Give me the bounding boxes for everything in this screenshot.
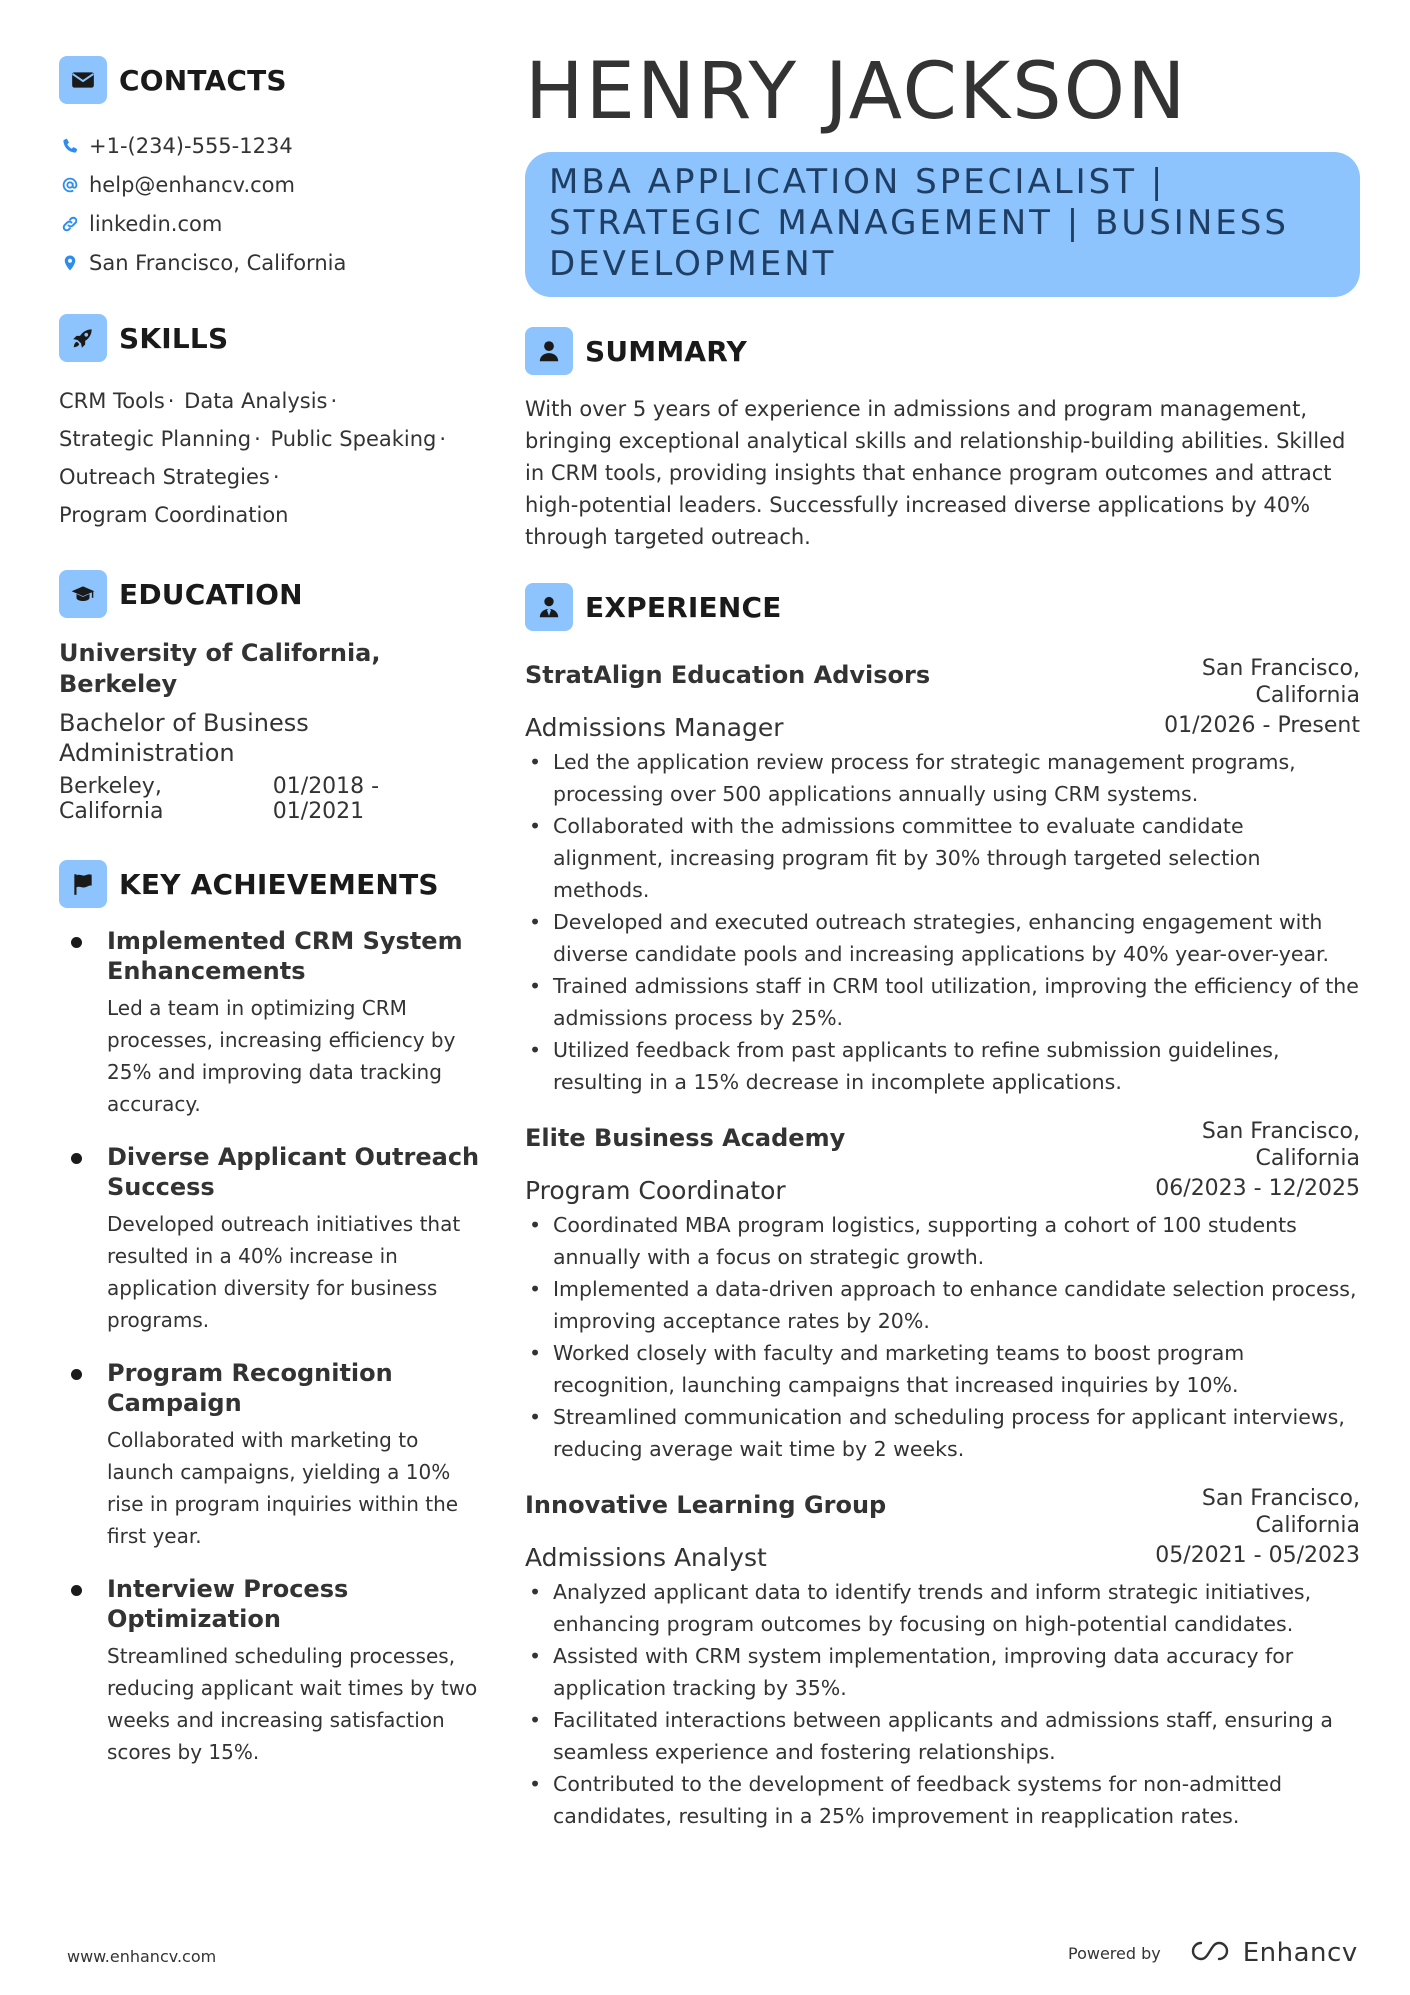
job-bullets <box>525 1576 1360 1832</box>
footer-website[interactable]: www.enhancv.com <box>67 1947 217 1966</box>
skill-item: Strategic Planning · <box>59 427 261 451</box>
job-bullet: • Contributed to the development of feedback systems for non-admitted candidates, resulting in a 25% improvement in reapplication rates. <box>525 1768 1360 1832</box>
achievement-title: Implemented CRM System Enhancements <box>107 927 463 985</box>
link-icon <box>59 215 81 233</box>
achievement-desc: Developed outreach initiatives that resulted in a 40% increase in application diversity for business programs. <box>107 1212 461 1332</box>
job-bullet: • Streamlined communication and scheduling process for applicant interviews, reducing average wait time by 2 weeks. <box>525 1401 1360 1465</box>
job-role: Program Coordinator <box>525 1176 786 1205</box>
skills-header <box>59 310 484 366</box>
skill-item: Outreach Strategies · <box>59 465 280 489</box>
achievement-desc: Led a team in optimizing CRM processes, increasing efficiency by 25% and improving data tracking accuracy. <box>107 996 456 1116</box>
experience-entry <box>525 655 1360 1098</box>
right-column <box>525 40 1360 1832</box>
job-bullet: • Utilized feedback from past applicants to refine submission guidelines, resulting in a 15% decrease in incomplete applications. <box>525 1034 1360 1098</box>
job-bullet: • Coordinated MBA program logistics, supporting a cohort of 100 students annually with a focus on strategic growth. <box>525 1209 1360 1273</box>
achievements-title: KEY ACHIEVEMENTS <box>119 867 439 901</box>
flag-icon <box>59 860 107 908</box>
job-dates: 06/2023 - 12/2025 <box>1155 1176 1360 1201</box>
job-bullets <box>525 746 1360 1098</box>
bullet-dot-icon <box>71 937 82 948</box>
job-role: Admissions Manager <box>525 713 784 742</box>
job-bullet: • Led the application review process for strategic management programs, processing over 500 applications annually using CRM systems. <box>525 746 1360 810</box>
job-bullet: • Trained admissions staff in CRM tool utilization, improving the efficiency of the admissions process by 25%. <box>525 970 1360 1034</box>
education-institution: University of California, Berkeley <box>59 639 381 698</box>
businessman-icon <box>525 583 573 631</box>
experience-header <box>525 579 1360 635</box>
email-text[interactable]: help@enhancv.com <box>89 172 295 197</box>
achievement-title: Diverse Applicant Outreach Success <box>107 1143 480 1201</box>
company-name: Elite Business Academy <box>525 1124 846 1152</box>
skills-list <box>59 382 459 534</box>
job-location: San Francisco, California <box>1201 656 1360 708</box>
achievement-item <box>59 1142 484 1336</box>
skills-title: SKILLS <box>119 321 229 355</box>
candidate-name: HENRY JACKSON <box>525 47 1188 137</box>
skill-item: Data Analysis · <box>184 389 338 413</box>
headline-text: MBA APPLICATION SPECIALIST | STRATEGIC MANAGEMENT | BUSINESS DEVELOPMENT <box>549 162 1289 284</box>
contacts-header <box>59 52 484 108</box>
summary-header <box>525 323 1360 379</box>
person-icon <box>525 327 573 375</box>
education-header <box>59 566 484 622</box>
powered-by-text: Powered by <box>1068 1943 1161 1963</box>
achievement-desc: Collaborated with marketing to launch campaigns, yielding a 10% rise in program inquiries within the first year. <box>107 1428 459 1548</box>
education-dates: 01/2018 - 01/2021 <box>272 774 380 824</box>
contact-linkedin <box>59 204 484 243</box>
achievement-title: Program Recognition Campaign <box>107 1359 393 1417</box>
achievement-item <box>59 1358 484 1552</box>
summary-title: SUMMARY <box>585 334 748 368</box>
linkedin-text[interactable]: linkedin.com <box>89 211 223 236</box>
graduation-cap-icon <box>59 570 107 618</box>
contacts-list <box>59 126 484 282</box>
skill-item: Public Speaking · <box>270 427 447 451</box>
skill-item: CRM Tools · <box>59 389 175 413</box>
job-bullet: • Collaborated with the admissions committee to evaluate candidate alignment, increasing program fit by 30% through targeted selection methods. <box>525 810 1360 906</box>
phone-text: +1-(234)-555-1234 <box>89 133 293 158</box>
achievements-section <box>59 856 484 1768</box>
bullet-dot-icon <box>71 1585 82 1596</box>
achievement-item <box>59 1574 484 1768</box>
achievement-title: Interview Process Optimization <box>107 1575 349 1633</box>
achievements-list <box>59 926 484 1768</box>
skills-section <box>59 310 484 534</box>
company-name: StratAlign Education Advisors <box>525 661 931 689</box>
education-section <box>59 566 484 824</box>
headline-box <box>525 152 1360 297</box>
contacts-title: CONTACTS <box>119 63 287 97</box>
education-location: Berkeley, California <box>59 774 164 824</box>
achievement-item <box>59 926 484 1120</box>
achievement-desc: Streamlined scheduling processes, reducing applicant wait times by two weeks and increasing satisfaction scores by 15%. <box>107 1644 478 1764</box>
achievements-header <box>59 856 484 912</box>
experience-section <box>525 579 1360 1832</box>
experience-entry <box>525 1485 1360 1832</box>
at-icon <box>59 176 81 194</box>
company-name: Innovative Learning Group <box>525 1491 887 1519</box>
job-location: San Francisco, California <box>1201 1486 1360 1538</box>
experience-title: EXPERIENCE <box>585 590 782 624</box>
job-location: San Francisco, California <box>1201 1119 1360 1171</box>
contact-phone <box>59 126 484 165</box>
bullet-dot-icon <box>71 1369 82 1380</box>
enhancv-logo-icon <box>1187 1938 1233 1968</box>
job-dates: 05/2021 - 05/2023 <box>1155 1543 1360 1568</box>
location-text: San Francisco, California <box>89 250 347 275</box>
job-bullet: • Worked closely with faculty and marketing teams to boost program recognition, launching campaigns that increased inquiries by 10%. <box>525 1337 1360 1401</box>
rocket-icon <box>59 314 107 362</box>
contact-location <box>59 243 484 282</box>
contact-email <box>59 165 484 204</box>
left-column <box>59 52 484 1790</box>
job-role: Admissions Analyst <box>525 1543 767 1572</box>
education-degree: Bachelor of Business Administration <box>59 709 309 767</box>
job-bullet: • Assisted with CRM system implementation, improving data accuracy for application tracking by 35%. <box>525 1640 1360 1704</box>
job-bullet: • Analyzed applicant data to identify trends and inform strategic initiatives, enhancing program outcomes by focusing on high-potential candidates. <box>525 1576 1360 1640</box>
job-bullets <box>525 1209 1360 1465</box>
phone-icon <box>59 137 81 155</box>
summary-text: With over 5 years of experience in admissions and program management, bringing exceptional analytical skills and relationship-building abilities. Skilled in CRM tools, providing insights that enhance program outcomes and attract high-potential leaders. Successfully increased diverse applications by 40% through targeted outreach. <box>525 397 1346 549</box>
skill-item: Program Coordination <box>59 503 289 527</box>
job-bullet: • Facilitated interactions between applicants and admissions staff, ensuring a seamless experience and fostering relationships. <box>525 1704 1360 1768</box>
summary-section <box>525 323 1360 553</box>
education-meta <box>59 774 477 824</box>
contacts-section <box>59 52 484 282</box>
job-bullet: • Implemented a data-driven approach to enhance candidate selection process, improving acceptance rates by 20%. <box>525 1273 1360 1337</box>
education-title: EDUCATION <box>119 577 303 611</box>
experience-entry <box>525 1118 1360 1465</box>
map-pin-icon <box>59 254 81 272</box>
job-dates: 01/2026 - Present <box>1164 713 1360 738</box>
footer-branding <box>1068 1938 1358 1968</box>
envelope-icon <box>59 56 107 104</box>
brand-name: Enhancv <box>1242 1938 1358 1968</box>
bullet-dot-icon <box>71 1153 82 1164</box>
job-bullet: • Developed and executed outreach strategies, enhancing engagement with diverse candidate pools and increasing applications by 40% year-over-year. <box>525 906 1360 970</box>
